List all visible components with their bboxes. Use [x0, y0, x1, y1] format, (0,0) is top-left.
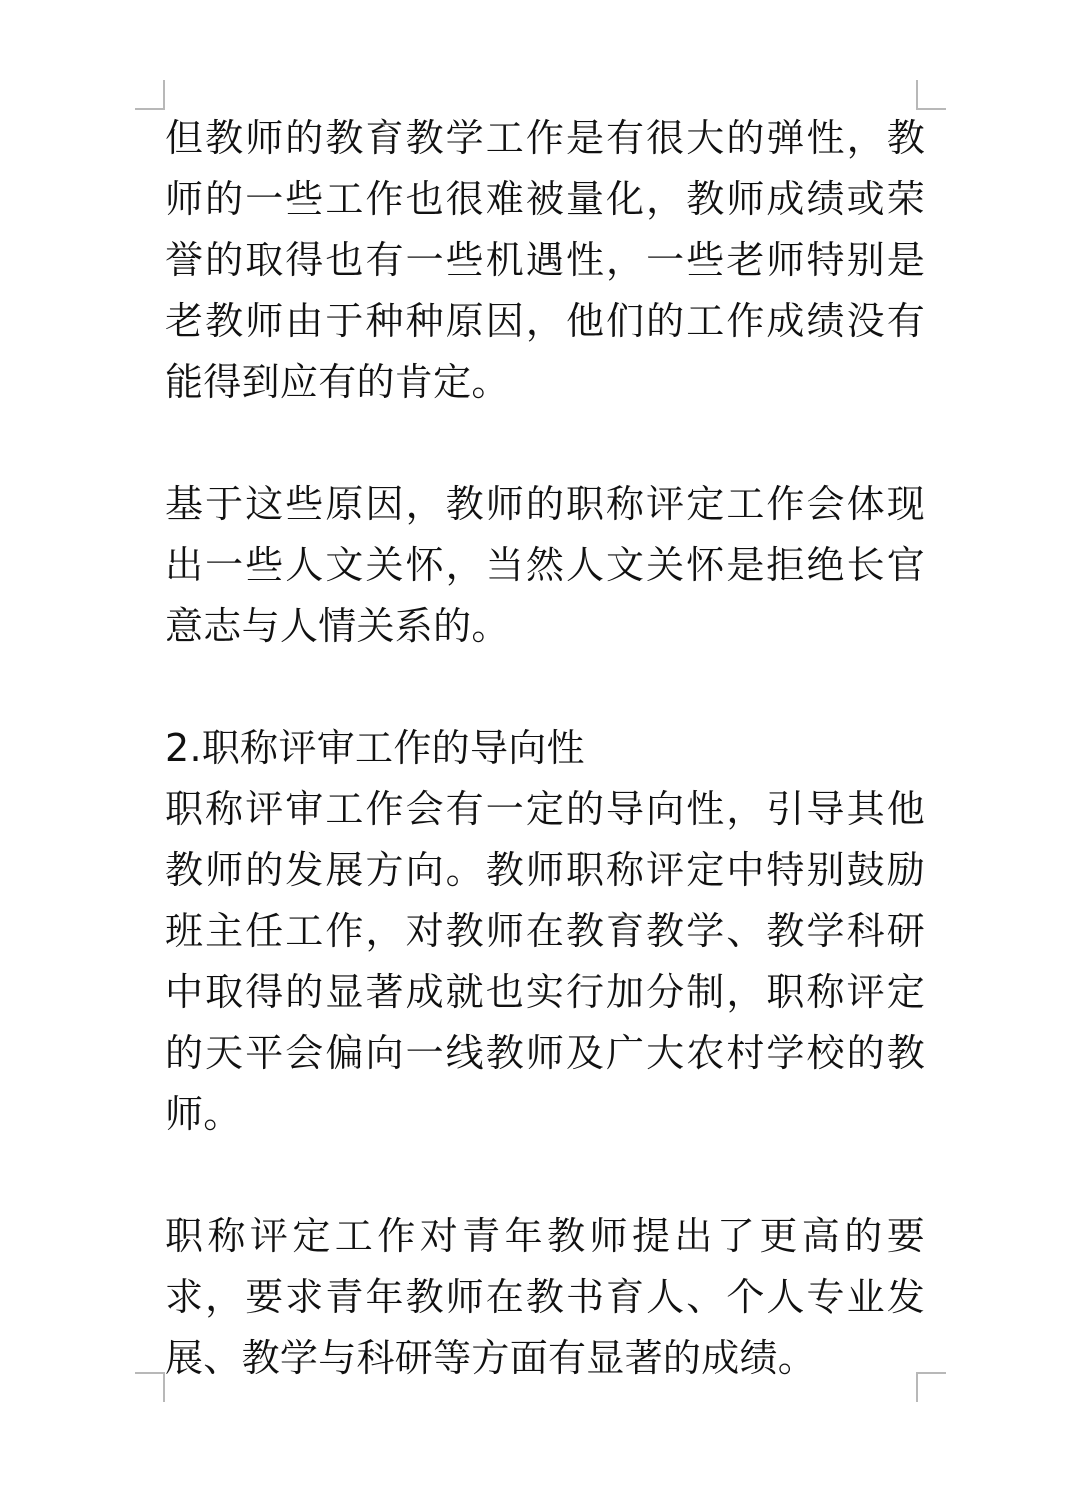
- paragraph-spacer: [165, 657, 925, 718]
- paragraph-spacer: [165, 1145, 925, 1206]
- paragraph-spacer: [165, 413, 925, 474]
- section-heading: 2.职称评审工作的导向性: [165, 726, 585, 770]
- paragraph-1: 但教师的教育教学工作是有很大的弹性，教师的一些工作也很难被量化，教师成绩或荣誉的取得也有一些机遇性，一些老师特别是老教师由于种种原因，他们的工作成绩没有能得到应有的肯定。: [165, 116, 925, 404]
- crop-mark-top-right: [916, 80, 946, 110]
- paragraph-2: 基于这些原因，教师的职称评定工作会体现出一些人文关怀，当然人文关怀是拒绝长官意志与人情关系的。: [165, 482, 925, 648]
- paragraph-3: 职称评审工作会有一定的导向性，引导其他教师的发展方向。教师职称评定中特别鼓励班主任工作，对教师在教育教学、教学科研中取得的显著成就也实行加分制，职称评定的天平会偏向一线教师及广大农村学校的教师。: [165, 787, 925, 1136]
- document-body: [165, 108, 925, 1389]
- crop-mark-top-left: [135, 80, 165, 110]
- paragraph-4: 职称评定工作对青年教师提出了更高的要求，要求青年教师在教书育人、个人专业发展、教学与科研等方面有显著的成绩。: [165, 1214, 925, 1380]
- crop-mark-bottom-left: [135, 1372, 165, 1402]
